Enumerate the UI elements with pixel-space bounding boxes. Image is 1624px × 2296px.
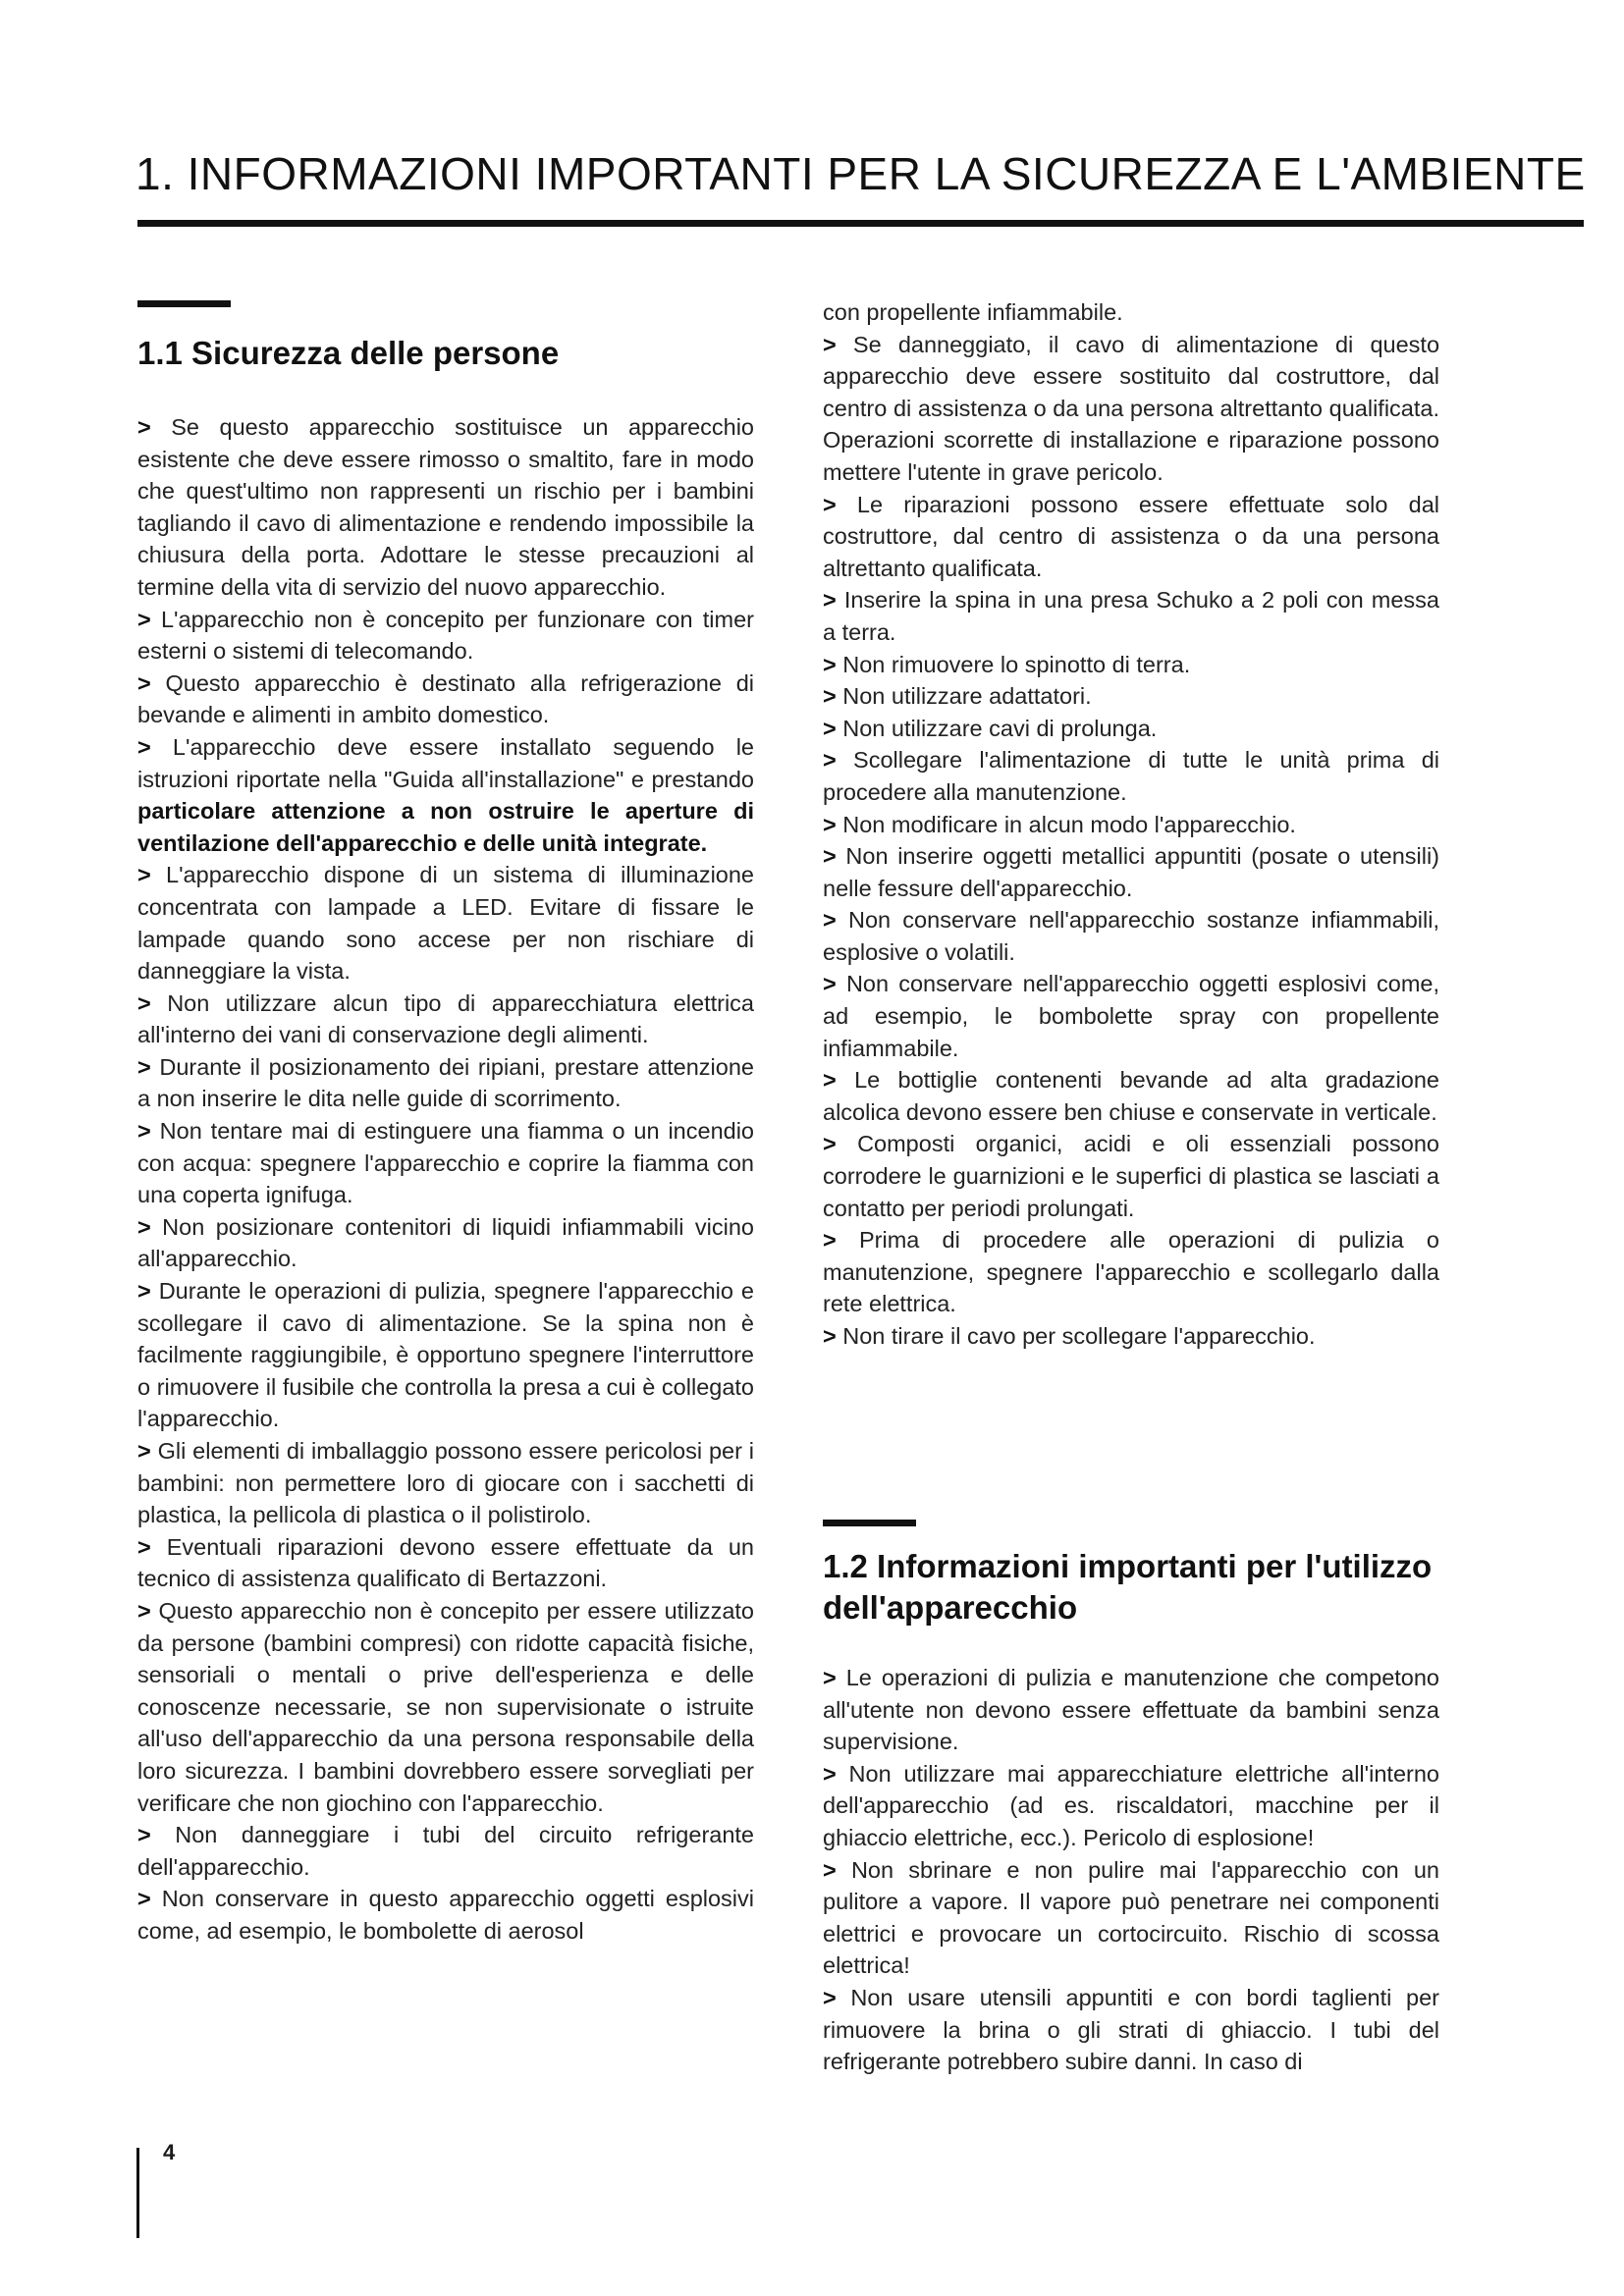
- paragraph-text: Durante il posizionamento dei ripiani, prestare attenzione a non inserire le dita nelle guide di scorrimento.: [137, 1053, 754, 1112]
- safety-paragraph: [823, 1064, 1439, 1128]
- page-number: 4: [163, 2140, 176, 2164]
- safety-paragraph: [823, 1854, 1439, 1982]
- paragraph-text: Prima di procedere alle operazioni di pulizia o manutenzione, spegnere l'apparecchio e scollegarlo dalla rete elettrica.: [823, 1227, 1439, 1317]
- paragraph-text: Non posizionare contenitori di liquidi infiammabili vicino all'apparecchio.: [137, 1213, 755, 1272]
- safety-paragraph: [823, 1320, 1439, 1353]
- section-1-1-body: [137, 411, 754, 1948]
- bullet-arrow-icon: >: [137, 1533, 151, 1560]
- right-column: [823, 296, 1439, 1353]
- page-number-rule: [136, 2148, 139, 2238]
- safety-paragraph: [823, 744, 1439, 808]
- safety-paragraph: [137, 859, 754, 987]
- paragraph-text: L'apparecchio dispone di un sistema di illuminazione concentrata con lampade a LED. Evitare di fissare le lampade quando sono accese per non rischiare di danneggiare la vista.: [137, 862, 754, 985]
- safety-paragraph: [823, 1128, 1439, 1224]
- safety-paragraph: [137, 1531, 754, 1595]
- bullet-arrow-icon: >: [137, 414, 151, 440]
- section-1-2: [823, 1520, 1439, 2078]
- paragraph-text: Inserire la spina in una presa Schuko a 2 poli con messa a terra.: [823, 587, 1439, 645]
- bullet-arrow-icon: >: [823, 1131, 837, 1157]
- bullet-arrow-icon: >: [823, 1856, 837, 1883]
- safety-paragraph: [137, 731, 754, 859]
- bullet-arrow-icon: >: [823, 1665, 837, 1690]
- bullet-arrow-icon: >: [823, 811, 837, 837]
- safety-paragraph: [823, 1224, 1439, 1320]
- paragraph-text: Non usare utensili appuntiti e con bordi taglienti per rimuovere la brina o gli strati di ghiaccio. I tubi del refrigerante potrebbero subire danni. In caso di: [823, 1984, 1439, 2075]
- paragraph-text: Se danneggiato, il cavo di alimentazione di questo apparecchio deve essere sostituito dal costruttore, dal centro di assistenza o da una persona altrettanto qualificata. Operazioni scorrette di installazione e riparazione possono mettere l'utente in grave pericolo.: [823, 331, 1440, 485]
- paragraph-text: Non utilizzare mai apparecchiature elettriche all'interno dell'apparecchio (ad es. riscaldatori, macchine per il ghiaccio elettriche, ecc.). Pericolo di esplosione!: [823, 1760, 1439, 1850]
- paragraph-text: Non tirare il cavo per scollegare l'apparecchio.: [842, 1323, 1316, 1349]
- paragraph-text: Non conservare nell'apparecchio oggetti esplosivi come, ad esempio, le bombolette spray con propellente infiammabile.: [823, 971, 1440, 1061]
- bullet-arrow-icon: >: [823, 1760, 837, 1787]
- paragraph-text: Non conservare nell'apparecchio sostanze infiammabili, esplosive o volatili.: [823, 907, 1439, 965]
- safety-paragraph: [137, 1595, 754, 1819]
- safety-paragraph: [823, 329, 1439, 489]
- paragraph-text: Gli elementi di imballaggio possono essere pericolosi per i bambini: non permettere loro di giocare con i sacchetti di plastica, la pellicola di plastica o il polistirolo.: [137, 1438, 754, 1528]
- paragraph-text: L'apparecchio non è concepito per funzionare con timer esterni o sistemi di telecomando.: [137, 606, 754, 665]
- safety-paragraph: [823, 584, 1439, 648]
- section-title-1-2: 1.2 Informazioni importanti per l'utilizzo dell'apparecchio: [823, 1548, 1433, 1626]
- bullet-arrow-icon: >: [137, 1822, 151, 1848]
- safety-paragraph: [823, 1662, 1439, 1758]
- bullet-arrow-icon: >: [137, 1118, 151, 1145]
- safety-paragraph: [823, 809, 1439, 841]
- safety-paragraph: [823, 489, 1439, 585]
- paragraph-text: Non modificare in alcun modo l'apparecchio.: [842, 811, 1296, 837]
- bullet-arrow-icon: >: [823, 843, 837, 870]
- bullet-arrow-icon: >: [137, 1053, 151, 1080]
- safety-paragraph: [137, 1211, 754, 1275]
- safety-paragraph: [823, 680, 1439, 713]
- bullet-arrow-icon: >: [137, 606, 151, 632]
- bullet-arrow-icon: >: [823, 1067, 837, 1094]
- section-1-2-body: [823, 1662, 1439, 2078]
- paragraph-text: Le bottiglie contenenti bevande ad alta gradazione alcolica devono essere ben chiuse e conservate in verticale.: [823, 1067, 1440, 1125]
- safety-paragraph: [823, 1758, 1439, 1854]
- left-column: [137, 300, 754, 1948]
- bullet-arrow-icon: >: [137, 1438, 151, 1464]
- paragraph-text: Le operazioni di pulizia e manutenzione che competono all'utente non devono essere effettuate da bambini senza supervisione.: [823, 1665, 1440, 1755]
- paragraph-text: Le riparazioni possono essere effettuate solo dal costruttore, dal centro di assistenza o da una persona altrettanto qualificata.: [823, 491, 1439, 581]
- paragraph-text: Non utilizzare alcun tipo di apparecchiatura elettrica all'interno dei vani di conservazione degli alimenti.: [137, 989, 754, 1048]
- safety-paragraph: [823, 296, 1439, 329]
- paragraph-text: Non conservare in questo apparecchio oggetti esplosivi come, ad esempio, le bombolette di aerosol: [137, 1886, 754, 1944]
- safety-paragraph: [137, 1051, 754, 1115]
- paragraph-text: Non utilizzare cavi di prolunga.: [842, 715, 1158, 741]
- bullet-arrow-icon: >: [137, 862, 151, 888]
- section-title-1-1: 1.1 Sicurezza delle persone: [137, 335, 560, 371]
- paragraph-text: Non utilizzare adattatori.: [842, 683, 1092, 710]
- bullet-arrow-icon: >: [137, 989, 151, 1016]
- safety-paragraph: [823, 713, 1439, 745]
- bullet-arrow-icon: >: [823, 491, 837, 517]
- bullet-arrow-icon: >: [823, 683, 837, 710]
- safety-paragraph: [137, 604, 754, 667]
- paragraph-text: Non inserire oggetti metallici appuntiti (posate o utensili) nelle fessure dell'apparecchio.: [823, 843, 1440, 901]
- bullet-arrow-icon: >: [137, 1886, 151, 1912]
- section-marker-bar: [823, 1520, 916, 1526]
- safety-paragraph: [137, 1883, 754, 1947]
- safety-paragraph: [137, 1819, 754, 1883]
- safety-paragraph: [137, 411, 754, 604]
- paragraph-text: Composti organici, acidi e oli essenziali possono corrodere le guarnizioni e le superfici di plastica se lasciati a contatto per periodi prolungati.: [823, 1131, 1439, 1221]
- paragraph-text: Non sbrinare e non pulire mai l'apparecchio con un pulitore a vapore. Il vapore può penetrare nei componenti elettrici e provocare un cortocircuito. Rischio di scossa elettrica!: [823, 1856, 1440, 1979]
- paragraph-text: Questo apparecchio non è concepito per essere utilizzato da persone (bambini compresi) con ridotte capacità fisiche, sensoriali o mentali o prive dell'esperienza e delle conoscenze necessarie, se non supervisionate o istruite all'uso dell'apparecchio da una persona responsabile della loro sicurezza. I bambini dovrebbero essere sorvegliati per verificare che non giochino con l'apparecchio.: [137, 1597, 755, 1816]
- section-marker-bar: [137, 300, 231, 307]
- safety-paragraph: [137, 988, 754, 1051]
- bullet-arrow-icon: >: [137, 1597, 151, 1624]
- bullet-arrow-icon: >: [823, 331, 837, 357]
- paragraph-text: Non danneggiare i tubi del circuito refrigerante dell'apparecchio.: [137, 1822, 755, 1880]
- paragraph-text: Eventuali riparazioni devono essere effettuate da un tecnico di assistenza qualificato di Bertazzoni.: [137, 1533, 755, 1592]
- section-1-1-continued: [823, 296, 1439, 1353]
- safety-paragraph: [823, 1982, 1439, 2078]
- paragraph-text: Se questo apparecchio sostituisce un apparecchio esistente che deve essere rimosso o smaltito, fare in modo che quest'ultimo non rappresenti un rischio per i bambini tagliando il cavo di alimentazione e rendendo impossibile la chiusura della porta. Adottare le stesse precauzioni al termine della vita di servizio del nuovo apparecchio.: [137, 414, 754, 600]
- bullet-arrow-icon: >: [137, 1213, 151, 1240]
- safety-paragraph: [137, 1435, 754, 1531]
- title-rule: [137, 220, 1584, 227]
- bullet-arrow-icon: >: [823, 587, 837, 614]
- paragraph-text: Scollegare l'alimentazione di tutte le unità prima di procedere alla manutenzione.: [823, 747, 1439, 805]
- bullet-arrow-icon: >: [823, 1323, 837, 1349]
- page-title: 1. INFORMAZIONI IMPORTANTI PER LA SICUREZZA E L'AMBIENTE: [135, 148, 1586, 199]
- paragraph-text: con propellente infiammabile.: [823, 299, 1123, 325]
- paragraph-text: Questo apparecchio è destinato alla refrigerazione di bevande e alimenti in ambito domestico.: [137, 669, 754, 728]
- safety-paragraph: [823, 840, 1439, 904]
- paragraph-text: Non rimuovere lo spinotto di terra.: [842, 651, 1191, 677]
- paragraph-text: Durante le operazioni di pulizia, spegnere l'apparecchio e scollegare il cavo di alimentazione. Se la spina non è facilmente raggiungibile, è opportuno spegnere l'interruttore o rimuovere il fusibile che controlla la presa a cui è collegato l'apparecchio.: [137, 1278, 755, 1432]
- paragraph-text: Non tentare mai di estinguere una fiamma o un incendio con acqua: spegnere l'apparecchio e coprire la fiamma con una coperta ignifuga.: [137, 1118, 755, 1208]
- paragraph-text: L'apparecchio deve essere installato seguendo le istruzioni riportate nella "Guida all'installazione" e prestando: [137, 733, 754, 792]
- safety-paragraph: [823, 904, 1439, 968]
- bullet-arrow-icon: >: [137, 1278, 151, 1305]
- bullet-arrow-icon: >: [823, 1984, 837, 2010]
- safety-paragraph: [823, 649, 1439, 681]
- bullet-arrow-icon: >: [137, 669, 151, 696]
- safety-paragraph: [137, 667, 754, 731]
- bullet-arrow-icon: >: [823, 747, 837, 774]
- emphasis-text: particolare attenzione a non ostruire le aperture di ventilazione dell'apparecchio e delle unità integrate.: [137, 798, 754, 856]
- bullet-arrow-icon: >: [823, 715, 837, 741]
- bullet-arrow-icon: >: [823, 1227, 837, 1254]
- bullet-arrow-icon: >: [137, 733, 151, 760]
- safety-paragraph: [137, 1275, 754, 1435]
- safety-paragraph: [823, 968, 1439, 1064]
- bullet-arrow-icon: >: [823, 651, 837, 677]
- bullet-arrow-icon: >: [823, 907, 837, 934]
- safety-paragraph: [137, 1115, 754, 1211]
- bullet-arrow-icon: >: [823, 971, 837, 997]
